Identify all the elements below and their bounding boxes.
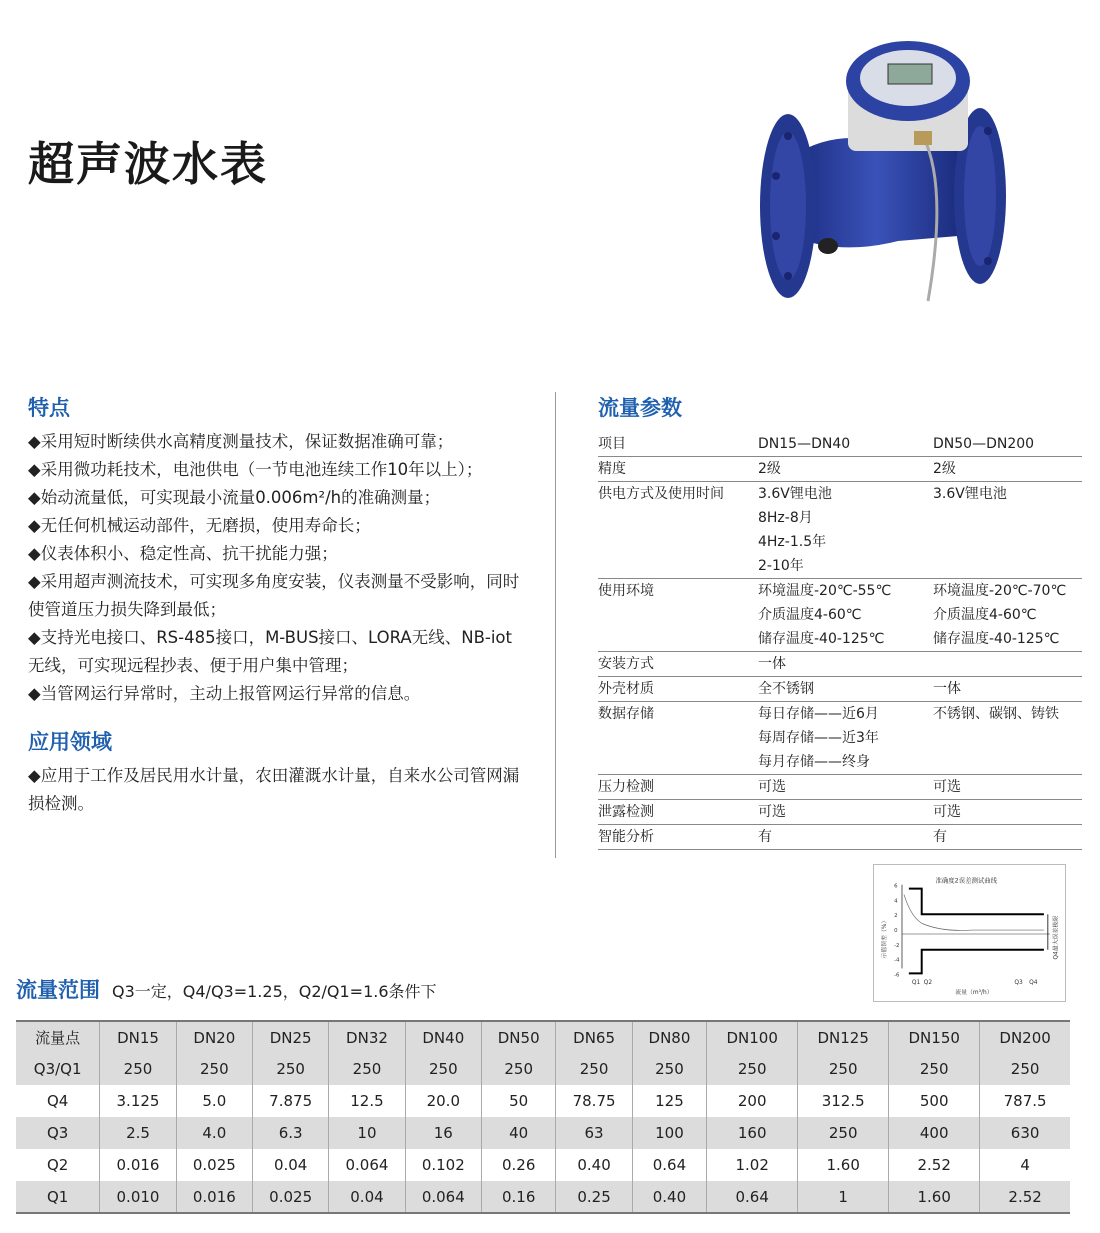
range-cell: 1 <box>798 1181 889 1213</box>
range-cell: 250 <box>707 1053 798 1085</box>
range-cell: 3.125 <box>100 1085 176 1117</box>
range-cell: 0.102 <box>405 1149 481 1181</box>
range-row-label: Q3/Q1 <box>16 1053 100 1085</box>
param-key: 使用环境 <box>598 583 654 599</box>
range-header-row <box>16 1021 1070 1053</box>
param-key: 智能分析 <box>598 829 654 845</box>
param-value: DN50—DN200 <box>933 436 1035 452</box>
graph-y-tick: -6 <box>894 972 900 979</box>
graph-x-mark: Q3 <box>1014 980 1023 987</box>
range-cell: 0.025 <box>176 1149 252 1181</box>
param-value: 每日存储——近6月 <box>758 706 879 722</box>
param-value: 可选 <box>758 804 786 820</box>
range-row <box>16 1053 1070 1085</box>
param-key: 外壳材质 <box>598 681 654 697</box>
params-heading: 流量参数 <box>598 396 682 420</box>
range-header-cell: DN50 <box>481 1021 555 1053</box>
range-header-cell: DN125 <box>798 1021 889 1053</box>
feature-item: ◆采用微功耗技术，电池供电（一节电池连续工作10年以上）； <box>28 460 483 479</box>
param-value: 可选 <box>933 804 961 820</box>
range-cell: 63 <box>556 1117 632 1149</box>
graph-y-tick: 2 <box>894 913 898 920</box>
range-cell: 0.25 <box>556 1181 632 1213</box>
range-cell: 0.04 <box>252 1149 328 1181</box>
params-row <box>598 677 1082 702</box>
range-cell: 0.016 <box>100 1149 176 1181</box>
range-cell: 0.04 <box>329 1181 405 1213</box>
range-heading: 流量范围 <box>16 978 100 1002</box>
range-cell: 2.52 <box>889 1149 980 1181</box>
param-value: 每月存储——终身 <box>758 754 870 770</box>
range-cell: 2.52 <box>980 1181 1070 1213</box>
param-key: 泄露检测 <box>598 804 654 820</box>
param-value: 介质温度4-60℃ <box>933 607 1037 623</box>
range-header-cell: DN80 <box>632 1021 706 1053</box>
range-cell: 250 <box>405 1053 481 1085</box>
feature-item: ◆当管网运行异常时，主动上报管网运行异常的信息。 <box>28 684 421 703</box>
graph-x-mark: Q1 <box>911 980 921 987</box>
range-cell: 0.16 <box>481 1181 555 1213</box>
param-value: 可选 <box>758 779 786 795</box>
params-row <box>598 775 1082 800</box>
range-cell: 0.40 <box>632 1181 706 1213</box>
range-row <box>16 1181 1070 1213</box>
params-row <box>598 825 1082 850</box>
page-title: 超声波水表 <box>28 137 268 191</box>
range-cell: 250 <box>980 1053 1070 1085</box>
graph-y-tick: 6 <box>894 883 898 890</box>
param-value: 储存温度-40-125℃ <box>933 631 1060 647</box>
graph-title: 准确度2误差测试曲线 <box>935 876 998 885</box>
range-header-cell: 流量点 <box>16 1021 100 1053</box>
range-row <box>16 1149 1070 1181</box>
param-value <box>933 652 1082 676</box>
range-cell: 10 <box>329 1117 405 1149</box>
range-cell: 630 <box>980 1117 1070 1149</box>
param-value <box>933 530 1082 554</box>
range-cell: 50 <box>481 1085 555 1117</box>
range-table <box>16 1020 1070 1214</box>
param-key: 精度 <box>598 461 626 477</box>
range-row-label: Q4 <box>46 1092 69 1110</box>
param-key: 安装方式 <box>598 656 654 672</box>
range-row-label: Q3 <box>16 1117 100 1149</box>
range-header-cell: DN15 <box>100 1021 176 1053</box>
param-value: 2-10年 <box>758 558 804 574</box>
range-cell: 1.02 <box>707 1149 798 1181</box>
feature-item: ◆采用短时断续供水高精度测量技术，保证数据准确可靠； <box>28 432 454 451</box>
range-header-cell: DN32 <box>329 1021 405 1053</box>
range-cell: 160 <box>707 1117 798 1149</box>
range-row <box>16 1085 1070 1117</box>
params-section <box>598 392 1082 850</box>
params-row <box>598 702 1082 775</box>
range-cell: 0.010 <box>100 1181 176 1213</box>
param-value: 2级 <box>933 461 956 477</box>
range-cell: 250 <box>252 1053 328 1085</box>
range-cell: 100 <box>632 1117 706 1149</box>
range-header-cell: DN20 <box>176 1021 252 1053</box>
range-header-cell: DN150 <box>889 1021 980 1053</box>
param-value: 有 <box>933 829 947 845</box>
param-value: 2级 <box>758 461 781 477</box>
range-cell: 20.0 <box>405 1085 481 1117</box>
range-cell: 16 <box>405 1117 481 1149</box>
range-cell: 400 <box>889 1117 980 1149</box>
features-list <box>28 428 528 708</box>
range-header <box>16 974 437 1004</box>
params-table <box>598 432 1082 850</box>
feature-item: ◆采用超声测流技术，可实现多角度安装，仪表测量不受影响，同时使管道压力损失降到最低； <box>28 572 520 619</box>
range-cell: 40 <box>481 1117 555 1149</box>
graph-y-tick: -4 <box>894 957 900 964</box>
range-cell: 250 <box>176 1053 252 1085</box>
applications-heading: 应用领域 <box>28 730 112 754</box>
range-row-label: Q1 <box>16 1181 100 1213</box>
param-value: 介质温度4-60℃ <box>758 607 862 623</box>
features-heading: 特点 <box>28 396 70 420</box>
range-cell: 4.0 <box>176 1117 252 1149</box>
range-cell: 5.0 <box>176 1085 252 1117</box>
param-value <box>933 554 1082 578</box>
range-header-cell: DN40 <box>405 1021 481 1053</box>
param-value: 环境温度-20℃-70℃ <box>933 583 1067 599</box>
feature-item: ◆无任何机械运动部件，无磨损，使用寿命长； <box>28 516 371 535</box>
range-cell: 500 <box>889 1085 980 1117</box>
feature-item: ◆支持光电接口、RS-485接口，M-BUS接口、LORA无线、NB-iot无线，可实现远程抄表、便于用户集中管理； <box>28 628 512 675</box>
param-value: 3.6V锂电池 <box>758 486 832 502</box>
param-value: 储存温度-40-125℃ <box>758 631 885 647</box>
param-key: 数据存储 <box>598 706 654 722</box>
param-value <box>933 506 1082 530</box>
feature-item: ◆始动流量低，可实现最小流量0.006m²/h的准确测量； <box>28 488 441 507</box>
param-value: 环境温度-20℃-55℃ <box>758 583 892 599</box>
param-key: 压力检测 <box>598 779 654 795</box>
range-cell: 250 <box>100 1053 176 1085</box>
params-row <box>598 482 1082 579</box>
graph-y-tick: 0 <box>894 928 898 935</box>
param-value: 全不锈钢 <box>758 681 814 697</box>
param-value: 3.6V锂电池 <box>933 486 1007 502</box>
param-key: 供电方式及使用时间 <box>598 486 724 502</box>
range-row <box>16 1117 1070 1149</box>
range-cell: 0.40 <box>556 1149 632 1181</box>
range-cell: 250 <box>329 1053 405 1085</box>
range-header-cell: DN65 <box>556 1021 632 1053</box>
range-cell: 0.016 <box>176 1181 252 1213</box>
range-cell: 200 <box>707 1085 798 1117</box>
range-cell: 125 <box>632 1085 706 1117</box>
param-value: 一体 <box>758 656 786 672</box>
param-value <box>933 726 1082 750</box>
range-cell: 0.64 <box>632 1149 706 1181</box>
param-value: 一体 <box>933 681 961 697</box>
range-cell: 250 <box>556 1053 632 1085</box>
graph-y-tick: 4 <box>894 898 898 905</box>
range-cell: 250 <box>481 1053 555 1085</box>
graph-x-mark: Q2 <box>923 980 933 987</box>
params-row <box>598 432 1082 457</box>
ultrasonic-water-meter-image <box>748 36 1018 306</box>
param-value: DN15—DN40 <box>758 436 851 452</box>
range-cell: 250 <box>798 1117 889 1149</box>
range-header-cell: DN200 <box>980 1021 1070 1053</box>
range-cell: 787.5 <box>980 1085 1070 1117</box>
graph-y-tick: -2 <box>894 942 900 949</box>
range-cell: 78.75 <box>556 1085 632 1117</box>
param-key: 项目 <box>598 436 626 452</box>
range-cell: 0.064 <box>405 1181 481 1213</box>
range-cell: 4 <box>980 1149 1070 1181</box>
applications-text: ◆应用于工作及居民用水计量，农田灌溉水计量，自来水公司管网漏损检测。 <box>28 766 520 813</box>
params-row <box>598 652 1082 677</box>
range-header-cell: DN100 <box>707 1021 798 1053</box>
range-header-cell: DN25 <box>252 1021 328 1053</box>
range-cell: 312.5 <box>798 1085 889 1117</box>
range-condition: Q3一定，Q4/Q3=1.25，Q2/Q1=1.6条件下 <box>112 982 437 1001</box>
range-cell: 250 <box>632 1053 706 1085</box>
param-value: 8Hz-8月 <box>758 510 813 526</box>
range-cell: 6.3 <box>252 1117 328 1149</box>
applications-section <box>28 726 528 818</box>
range-row-label: Q2 <box>46 1156 69 1174</box>
param-value <box>933 750 1082 774</box>
range-cell: 12.5 <box>329 1085 405 1117</box>
column-divider <box>555 392 556 858</box>
graph-side-label: Q4最大误差极限 <box>1053 915 1060 960</box>
graph-ylabel: 示值误差（%） <box>882 917 889 959</box>
range-cell: 1.60 <box>889 1181 980 1213</box>
params-row <box>598 457 1082 482</box>
param-value: 不锈钢、碳钢、铸铁 <box>933 706 1059 722</box>
param-value: 可选 <box>933 779 961 795</box>
range-cell: 0.064 <box>329 1149 405 1181</box>
param-value: 4Hz-1.5年 <box>758 534 827 550</box>
range-cell: 0.64 <box>707 1181 798 1213</box>
error-curve-graph <box>873 864 1066 1002</box>
graph-xlabel: 流量（m³/h） <box>955 990 993 997</box>
params-row <box>598 579 1082 652</box>
features-section <box>28 392 528 818</box>
params-row <box>598 800 1082 825</box>
range-cell: 250 <box>798 1053 889 1085</box>
range-cell: 1.60 <box>798 1149 889 1181</box>
range-cell: 250 <box>889 1053 980 1085</box>
range-cell: 7.875 <box>252 1085 328 1117</box>
range-cell: 0.26 <box>481 1149 555 1181</box>
range-cell: 0.025 <box>252 1181 328 1213</box>
param-value: 每周存储——近3年 <box>758 730 879 746</box>
param-value: 有 <box>758 829 772 845</box>
graph-x-mark: Q4 <box>1029 980 1038 987</box>
feature-item: ◆仪表体积小、稳定性高、抗干扰能力强； <box>28 544 338 563</box>
range-cell: 2.5 <box>100 1117 176 1149</box>
